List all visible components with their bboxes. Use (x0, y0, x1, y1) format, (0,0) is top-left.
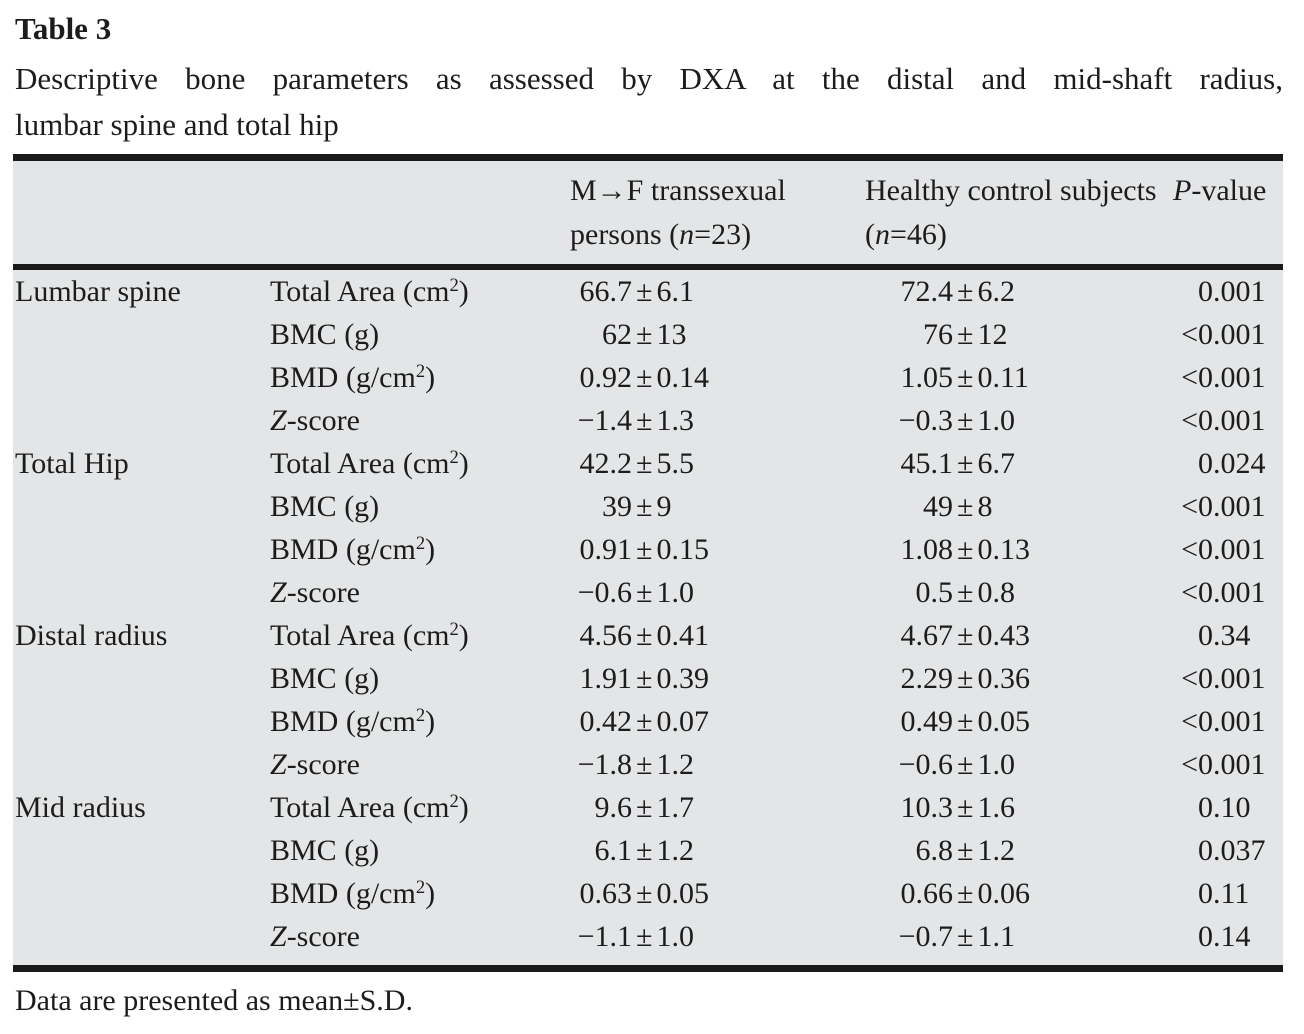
table-row (13, 915, 1283, 969)
control-value-cell: −0.3 ± 1.0 (898, 404, 1015, 437)
control-value-cell: 0.49 ± 0.05 (900, 705, 1030, 738)
mtf-value-cell: −0.6 ± 1.0 (577, 576, 694, 609)
p-value-cell: 0.024 (1198, 447, 1266, 480)
site-cell (13, 571, 270, 614)
dxa-bone-parameters-table (13, 154, 1283, 972)
p-value-cell: 0.001 (1198, 275, 1266, 308)
parameter-cell: BMC (g) (270, 490, 380, 523)
table-title: Table 3 (15, 11, 112, 46)
parameter-cell: BMC (g) (270, 318, 380, 351)
parameter-cell: Total Area $(cm^2)$ (270, 446, 469, 480)
mtf-value-cell: −1.4 ± 1.3 (577, 404, 694, 437)
table-row (13, 442, 1283, 485)
table-row (13, 313, 1283, 356)
control-value-cell: 4.67 ± 0.43 (900, 619, 1030, 652)
p-value-cell: <0.001 (1181, 705, 1266, 738)
mtf-value-cell: 66.7 ± 6.1 (579, 275, 694, 308)
parameter-cell: BMD $(g/cm^2)$ (270, 532, 436, 566)
mtf-value-cell: 0.63 ± 0.05 (579, 877, 709, 910)
control-value-cell: 10.3 ± 1.6 (900, 791, 1015, 824)
p-value-cell: 0.037 (1198, 834, 1266, 867)
column-header-site (13, 158, 270, 268)
parameter-cell: Total Area $(cm^2)$ (270, 274, 469, 308)
p-value-cell: 0.11 (1198, 877, 1250, 910)
p-value-cell: 0.14 (1198, 920, 1251, 953)
mtf-value-cell: 0.91 ± 0.15 (579, 533, 709, 566)
mtf-value-cell: 62 ± 13 (602, 318, 687, 351)
site-cell (13, 399, 270, 442)
site-cell: Mid radius (15, 791, 146, 824)
p-value-cell: <0.001 (1181, 490, 1266, 523)
mtf-value-cell: 9.6 ± 1.7 (594, 791, 694, 824)
table-row (13, 786, 1283, 829)
site-cell: Distal radius (15, 619, 168, 652)
mtf-value-cell: −1.8 ± 1.2 (577, 748, 694, 781)
site-cell: Lumbar spine (15, 275, 181, 308)
control-value-cell: 1.05 ± 0.11 (900, 361, 1029, 394)
table-row (13, 399, 1283, 442)
header-row (13, 158, 1283, 268)
site-cell (13, 356, 270, 399)
p-value-cell: <0.001 (1181, 361, 1266, 394)
site-cell: Total Hip (15, 447, 129, 480)
parameter-cell: Z-score (270, 920, 360, 953)
table-row (13, 356, 1283, 399)
parameter-cell: Z-score (270, 576, 360, 609)
p-value-cell: 0.10 (1198, 791, 1251, 824)
parameter-cell: Z-score (270, 748, 360, 781)
control-value-cell: 76 ± 12 (923, 318, 1008, 351)
site-cell (13, 657, 270, 700)
p-value-cell: <0.001 (1181, 576, 1266, 609)
mtf-value-cell: −1.1 ± 1.0 (577, 920, 694, 953)
table-body (13, 267, 1283, 969)
control-value-cell: −0.6 ± 1.0 (898, 748, 1015, 781)
site-cell (13, 743, 270, 786)
p-value-cell: <0.001 (1181, 662, 1266, 695)
p-value-cell: <0.001 (1181, 318, 1266, 351)
control-value-cell: 0.5 ± 0.8 (915, 576, 1015, 609)
mtf-value-cell: 0.42 ± 0.07 (579, 705, 709, 738)
mtf-value-cell: 6.1 ± 1.2 (594, 834, 694, 867)
control-value-cell: −0.7 ± 1.1 (898, 920, 1015, 953)
parameter-cell: BMC (g) (270, 662, 380, 695)
site-cell (13, 313, 270, 356)
control-value-cell: 2.29 ± 0.36 (900, 662, 1030, 695)
caption-line-2: lumbar spine and total hip (15, 107, 339, 142)
table-row (13, 485, 1283, 528)
control-value-cell: 0.66 ± 0.06 (900, 877, 1030, 910)
table-row (13, 872, 1283, 915)
table-footnote: Data are presented as mean±S.D. (15, 984, 413, 1017)
table-caption (13, 56, 1283, 148)
site-cell (13, 700, 270, 743)
control-value-cell: 1.08 ± 0.13 (900, 533, 1030, 566)
table-row (13, 657, 1283, 700)
parameter-cell: Total Area $(cm^2)$ (270, 618, 469, 652)
site-cell (13, 872, 270, 915)
parameter-cell: BMD $(g/cm^2)$ (270, 360, 436, 394)
table-row (13, 700, 1283, 743)
site-cell (13, 829, 270, 872)
table-row (13, 528, 1283, 571)
caption-line-1: Descriptive bone parameters as assessed by DXA at the distal and mid-shaft radius, (15, 61, 1283, 96)
p-value-cell: <0.001 (1181, 533, 1266, 566)
control-value-cell: 45.1 ± 6.7 (900, 447, 1015, 480)
control-value-cell: 49 ± 8 (923, 490, 993, 523)
site-cell (13, 485, 270, 528)
mtf-value-cell: 4.56 ± 0.41 (579, 619, 709, 652)
parameter-cell: BMC (g) (270, 834, 380, 867)
column-header-mtf: M→F transsexual persons (n=23) (570, 158, 865, 268)
column-header-pval: P-value (1165, 158, 1283, 268)
table-row (13, 267, 1283, 313)
table-row (13, 614, 1283, 657)
table-row (13, 743, 1283, 786)
control-value-cell: 6.8 ± 1.2 (915, 834, 1015, 867)
mtf-value-cell: 0.92 ± 0.14 (579, 361, 709, 394)
parameter-cell: BMD $(g/cm^2)$ (270, 876, 436, 910)
table-row (13, 829, 1283, 872)
table-row (13, 571, 1283, 614)
p-value-cell: <0.001 (1181, 748, 1266, 781)
column-header-param (270, 158, 570, 268)
mtf-value-cell: 39 ± 9 (602, 490, 672, 523)
p-value-cell: <0.001 (1181, 404, 1266, 437)
parameter-cell: BMD $(g/cm^2)$ (270, 704, 436, 738)
mtf-value-cell: 42.2 ± 5.5 (579, 447, 694, 480)
parameter-cell: Total Area $(cm^2)$ (270, 790, 469, 824)
site-cell (13, 528, 270, 571)
control-value-cell: 72.4 ± 6.2 (900, 275, 1015, 308)
mtf-value-cell: 1.91 ± 0.39 (579, 662, 709, 695)
parameter-cell: Z-score (270, 404, 360, 437)
table-header (13, 158, 1283, 268)
column-header-control: Healthy control subjects (n=46) (865, 158, 1165, 268)
site-cell (13, 915, 270, 969)
p-value-cell: 0.34 (1198, 619, 1251, 652)
